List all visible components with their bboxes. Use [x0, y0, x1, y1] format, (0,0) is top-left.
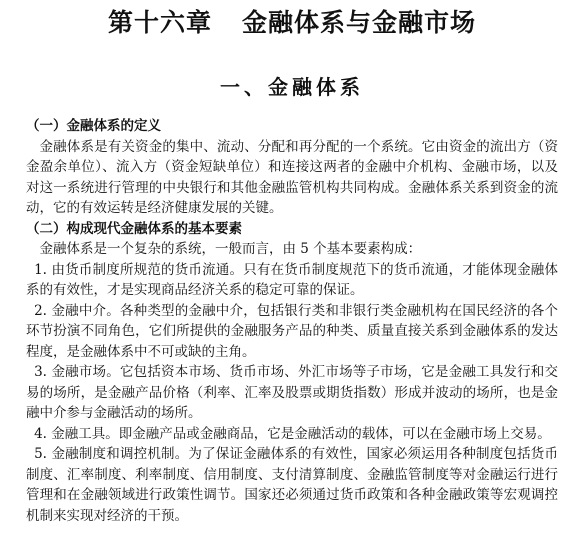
list-item: 4. 金融工具。即金融产品或金融商品，它是金融活动的载体，可以在金融市场上交易。 — [34, 425, 551, 442]
list-item: 2. 金融中介。各种类型的金融中介，包括银行类和非银行类金融机构在国民经济的各个环节扮演不同角色，它们所提供的金融服务产品的种类、质量直接关系到金融体系的发达程度，是金融体系中不可或缺的主角。 — [26, 302, 558, 360]
section-title: 一、金融体系 — [220, 75, 364, 99]
chapter-title — [26, 0, 558, 40]
subsection-heading: （二）构成现代金融体系的基本要素 — [26, 220, 242, 237]
chapter-name: 金融体系与金融市场 — [242, 8, 477, 37]
subsection-elements — [26, 219, 558, 527]
list-item: 5. 金融制度和调控机制。为了保证金融体系的有效性，国家必须运用各种制度包括货币制度、汇率制度、利率制度、信用制度、支付清算制度、金融监管制度等对金融运行进行管理和在金融领域进行政策性调节。国家还必须通过货币政策和各种金融政策等宏观调控机制来实现对经济的干预。 — [26, 446, 558, 524]
subsection-heading: （一）金融体系的定义 — [26, 118, 161, 134]
section-content — [26, 116, 558, 526]
body-paragraph: 金融体系是有关资金的集中、流动、分配和再分配的一个系统。它由资金的流出方（资金盈余单位）、流入方（资金短缺单位）和连接这两者的金融中介机构、金融市场，以及对这一系统进行管理的中央银行和其他金融监管机构共同构成。金融体系关系到资金的流动，它的有效运转是经济健康发展的关键。 — [26, 138, 558, 216]
chapter-number: 第十六章 — [107, 8, 212, 37]
list-item: 3. 金融市场。它包括资本市场、货币市场、外汇市场等子市场，它是金融工具发行和交易的场所，是金融产品价格（利率、汇率及股票或期货指数）形成并波动的场所，也是金融中介参与金融活动的场所。 — [26, 364, 558, 421]
intro-paragraph: 金融体系是一个复杂的系统，一般而言，由 5 个基本要素构成： — [39, 241, 422, 257]
subsection-definition — [26, 116, 558, 219]
list-item: 1. 由货币制度所规范的货币流通。只有在货币制度规范下的货币流通，才能体现金融体系的有效性，才是实现商品经济关系的稳定可靠的保证。 — [26, 261, 558, 298]
